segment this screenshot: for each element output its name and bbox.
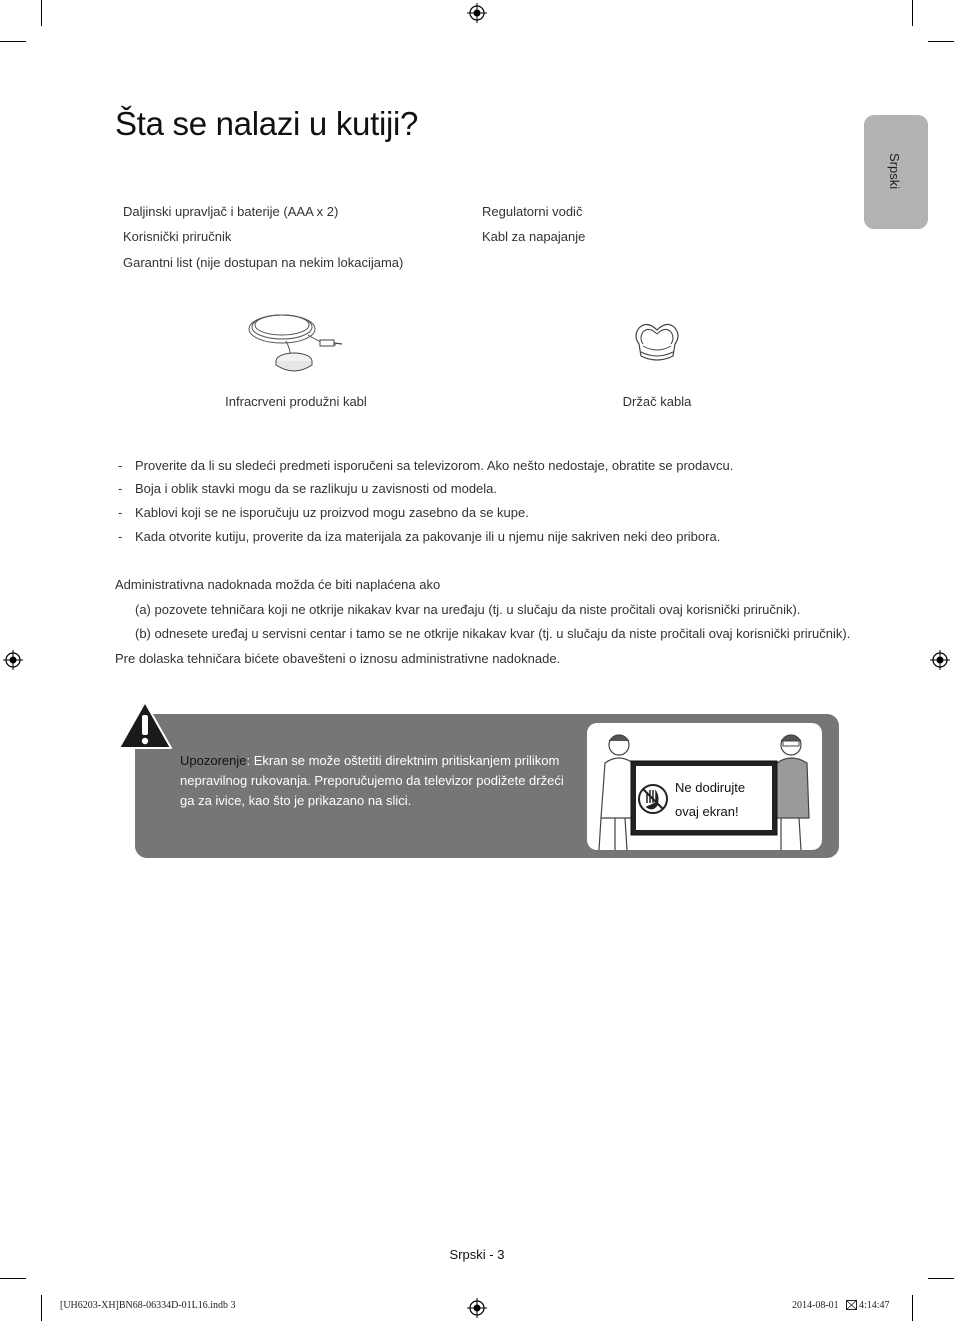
contents-item: Korisnički priručnik	[123, 229, 232, 244]
registration-mark-icon	[930, 650, 950, 670]
crop-mark	[0, 41, 26, 42]
warning-triangle-icon	[117, 700, 173, 750]
screen-warning-line1: Ne dodirujte	[675, 780, 746, 795]
fee-case-a: (a) pozovete tehničara koji ne otkrije nikakav kvar na uređaju (tj. u slučaju da niste pročitali ovaj korisnički priručnik).	[135, 602, 801, 617]
crop-mark	[912, 0, 913, 26]
note-item: - Proverite da li su sledeći predmeti isporučeni sa televizorom. Ako nešto nedostaje, obratite se prodavcu.	[118, 458, 734, 473]
print-time: 4:14:47	[859, 1300, 890, 1311]
registration-mark-icon	[467, 1298, 487, 1318]
print-date: 2014-08-01	[792, 1300, 839, 1311]
registration-mark-icon	[467, 3, 487, 23]
accessory-caption: Infracrveni produžni kabl	[225, 394, 367, 409]
crop-mark	[928, 1278, 954, 1279]
crop-mark	[928, 41, 954, 42]
contents-item: Garantni list (nije dostupan na nekim lokacijama)	[123, 255, 404, 270]
page-title: Šta se nalazi u kutiji?	[115, 105, 419, 142]
screen-warning-line2: ovaj ekran!	[675, 804, 739, 819]
note-text: Boja i oblik stavki mogu da se razlikuju u zavisnosti od modela.	[135, 481, 498, 496]
language-tab-label: Srpski	[887, 153, 902, 190]
crop-mark	[912, 1295, 913, 1321]
contents-item: Daljinski upravljač i baterije (AAA x 2)	[123, 204, 339, 219]
contents-item: Kabl za napajanje	[482, 229, 586, 244]
note-item: - Kada otvorite kutiju, proverite da iza materijala za pakovanje ili u njemu nije sakriven neki deo pribora.	[118, 529, 721, 544]
crop-mark	[41, 1295, 42, 1321]
contents-item: Regulatorni vodič	[482, 204, 583, 219]
note-item: - Boja i oblik stavki mogu da se razlikuju u zavisnosti od modela.	[118, 481, 498, 496]
ir-extender-cable-icon	[246, 303, 346, 379]
print-file-info: [UH6203-XH]BN68-06334D-01L16.indb 3	[60, 1300, 236, 1311]
registration-mark-icon	[3, 650, 23, 670]
accessory-caption: Držač kabla	[622, 394, 692, 409]
language-tab	[864, 115, 928, 229]
cable-holder-icon	[633, 320, 681, 364]
warning-label: Upozorenje	[180, 753, 247, 768]
warning-message: : Ekran se može oštetiti direktnim pritiskanjem prilikom nepravilnog rukovanja. Preporučujemo da televizor podižete držeći ga za ivice, kao što je prikazano na slici.	[180, 753, 564, 808]
warning-box	[135, 714, 839, 858]
fee-outro: Pre dolaska tehničara bićete obavešteni o iznosu administrativne nadoknade.	[115, 651, 561, 666]
crop-mark	[41, 0, 42, 26]
crop-mark	[0, 1278, 26, 1279]
note-item: - Kablovi koji se ne isporučuju uz proizvod mogu zasebno da se kupe.	[118, 505, 529, 520]
note-text: Kada otvorite kutiju, proverite da iza materijala za pakovanje ili u njemu nije sakriven neki deo pribora.	[135, 529, 721, 544]
calendar-box-icon	[846, 1300, 857, 1310]
page-number: Srpski - 3	[449, 1247, 505, 1262]
fee-intro: Administrativna nadoknada možda će biti naplaćena ako	[115, 577, 441, 592]
note-text: Kablovi koji se ne isporučuju uz proizvod mogu zasebno da se kupe.	[135, 505, 529, 520]
fee-case-b: (b) odnesete uređaj u servisni centar i tamo se ne otkrije nikakav kvar (tj. u slučaju da niste pročitali ovaj korisnički priručnik).	[135, 626, 851, 641]
warning-text	[180, 751, 570, 811]
tv-handling-illustration	[587, 723, 822, 850]
note-text: Proverite da li su sledeći predmeti isporučeni sa televizorom. Ako nešto nedostaje, obratite se prodavcu.	[135, 458, 734, 473]
